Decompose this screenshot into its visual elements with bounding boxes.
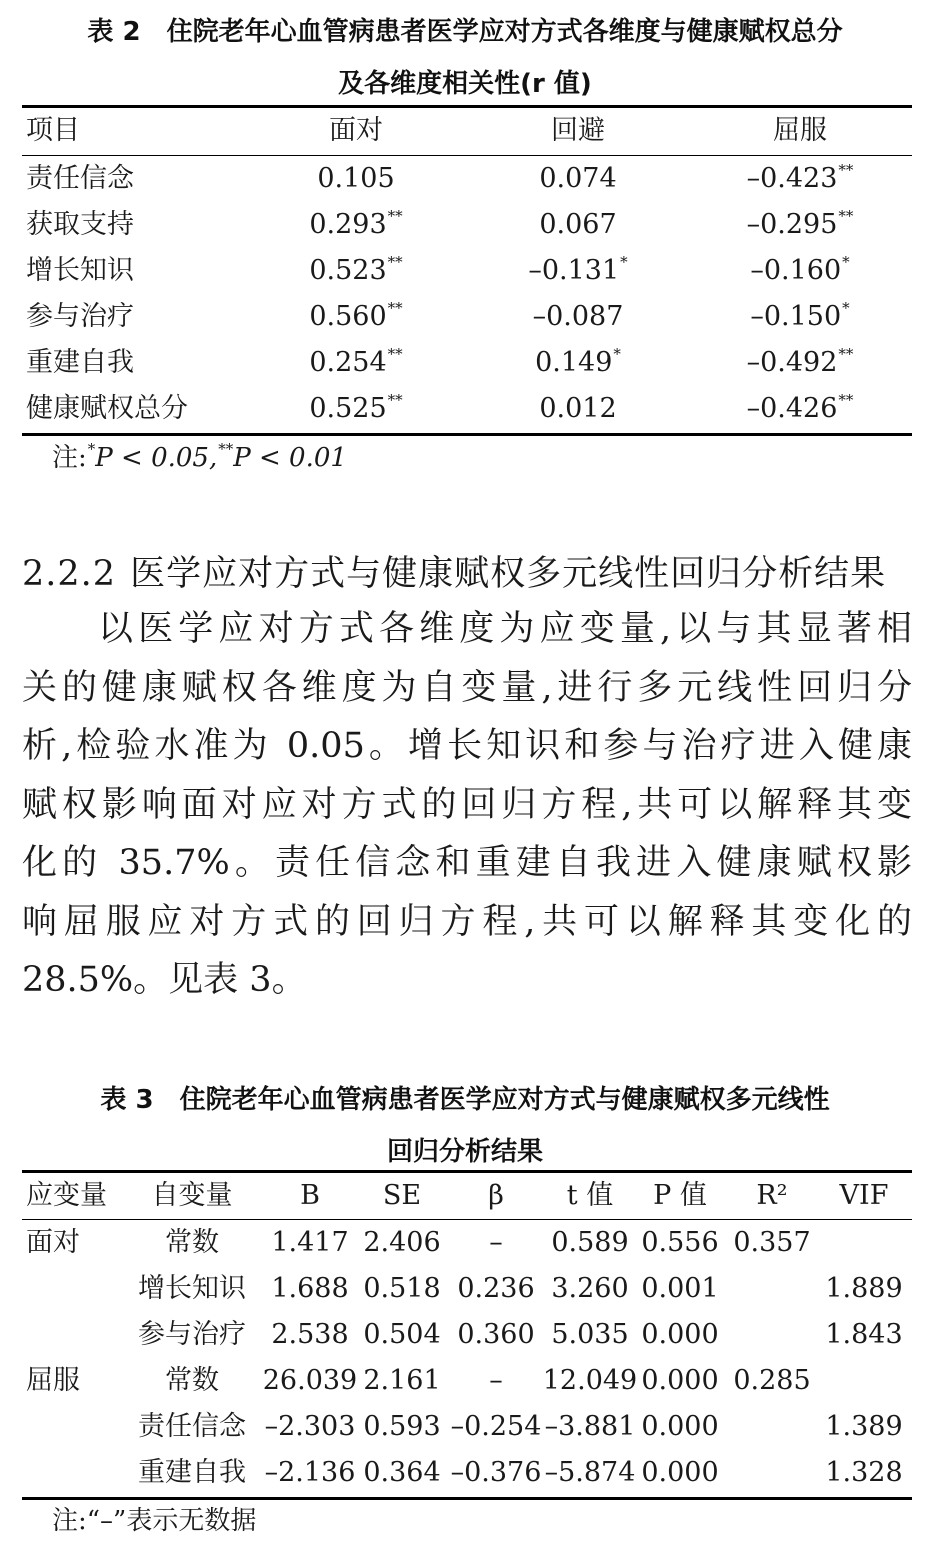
table3-cell-se: 0.504	[363, 1319, 441, 1350]
table2-note-sup2: **	[218, 440, 234, 458]
table3-note: 注:“–”表示无数据	[52, 1506, 257, 1536]
table3-cell-r2	[726, 1312, 818, 1358]
table3-header-se: SE	[382, 1180, 422, 1211]
table3-label: 表 3	[100, 1085, 154, 1115]
section-title: 医学应对方式与健康赋权多元线性回归分析结果	[130, 554, 887, 594]
table2-row-label: 获取支持	[26, 209, 134, 240]
table2-value: –0.492	[746, 347, 838, 378]
table2-row-label: 重建自我	[26, 347, 134, 378]
table3-cell-se: 0.593	[363, 1411, 441, 1442]
table3-cell-se: 2.161	[363, 1365, 441, 1396]
paragraph-line: 28.5%。见表 3。	[22, 960, 307, 1000]
table2-label: 表 2	[87, 17, 141, 47]
table2-value: –0.131	[528, 255, 620, 286]
table2-title-line1: 住院老年心血管病患者医学应对方式各维度与健康赋权总分	[166, 17, 843, 47]
significance-marker: **	[838, 161, 854, 179]
table2-cell-face	[256, 248, 456, 294]
table2-value: 0.074	[539, 163, 617, 194]
table3-cell-vif	[818, 1358, 910, 1404]
table3-cell-b: 1.417	[271, 1227, 349, 1258]
table2-value: –0.426	[746, 393, 838, 424]
table3-cell-t: –5.874	[544, 1457, 636, 1488]
significance-marker: **	[838, 207, 854, 225]
significance-marker: *	[620, 253, 628, 271]
table3-header-t: t 值	[566, 1180, 614, 1211]
table3-cell-beta: 0.236	[457, 1273, 535, 1304]
table2-note	[52, 437, 347, 474]
table3-cell-p: 0.001	[641, 1273, 719, 1304]
table3-cell-t: –3.881	[544, 1411, 636, 1442]
significance-marker: **	[387, 345, 403, 363]
table2-value: –0.087	[532, 301, 624, 332]
table2-cell-yield	[700, 340, 900, 386]
table3-cell-b: 2.538	[271, 1319, 349, 1350]
table3-cell-b: 1.688	[271, 1273, 349, 1304]
table2-row-label: 参与治疗	[26, 301, 134, 332]
table2-note-text2: P < 0.01	[233, 443, 347, 473]
table2-title-line2: 及各维度相关性(r 值)	[338, 69, 592, 99]
table2-caption	[22, 6, 908, 110]
table3-cell-r2	[726, 1266, 818, 1312]
table3-cell-vif: 1.843	[825, 1319, 903, 1350]
table3-header-vif: VIF	[839, 1180, 889, 1211]
table3-cell-p: 0.556	[641, 1227, 719, 1258]
significance-marker: **	[387, 253, 403, 271]
table2-header-avoid: 回避	[551, 115, 605, 146]
section-paragraph	[22, 600, 912, 1010]
table3-cell-indep: 责任信念	[138, 1411, 246, 1442]
table3-cell-p: 0.000	[641, 1411, 719, 1442]
table2-value: 0.012	[539, 393, 617, 424]
table2-cell-avoid	[478, 386, 678, 432]
section-number: 2.2.2	[22, 554, 117, 594]
table2-header-face: 面对	[329, 115, 383, 146]
table2-row-label: 健康赋权总分	[26, 393, 188, 424]
table2-value: –0.150	[750, 301, 842, 332]
table3-cell-indep: 参与治疗	[138, 1319, 246, 1350]
significance-marker: **	[838, 345, 854, 363]
table3-cell-se: 2.406	[363, 1227, 441, 1258]
table3-cell-beta: –	[489, 1365, 503, 1396]
table2-value: 0.149	[535, 347, 613, 378]
table3-header-p: P 值	[653, 1180, 707, 1211]
table3-cell-r2	[726, 1404, 818, 1450]
table2-value: 0.293	[309, 209, 387, 240]
table3-cell-indep: 增长知识	[138, 1273, 246, 1304]
table3-header-beta: β	[488, 1180, 504, 1211]
table2-note-sup1: *	[87, 440, 96, 458]
table3-cell-beta: –	[489, 1227, 503, 1258]
significance-marker: *	[842, 299, 850, 317]
table3-cell-vif	[818, 1220, 910, 1266]
table3-header-b: B	[300, 1180, 320, 1211]
table3-cell-se: 0.364	[363, 1457, 441, 1488]
section-heading	[22, 546, 886, 596]
table3-cell-indep: 常数	[165, 1365, 219, 1396]
table3-cell-vif: 1.328	[825, 1457, 903, 1488]
significance-marker: **	[387, 391, 403, 409]
table2-cell-avoid	[478, 294, 678, 340]
table2-cell-avoid	[478, 156, 678, 202]
table2-cell-yield	[700, 386, 900, 432]
table3-title-line1: 住院老年心血管病患者医学应对方式与健康赋权多元线性	[179, 1085, 830, 1115]
table3-cell-beta: 0.360	[457, 1319, 535, 1350]
table2-value: 0.560	[309, 301, 387, 332]
table2-cell-avoid	[478, 340, 678, 386]
table3-header-indep: 自变量	[151, 1180, 233, 1211]
table3-cell-t: 0.589	[551, 1227, 629, 1258]
table2-cell-yield	[700, 294, 900, 340]
table2-cell-face	[256, 340, 456, 386]
significance-marker: *	[842, 253, 850, 271]
paragraph-line: 化的 35.7%。责任信念和重建自我进入健康赋权影	[22, 843, 912, 883]
paragraph-line: 析,检验水准为 0.05。增长知识和参与治疗进入健康	[22, 726, 912, 766]
table2-cell-face	[256, 386, 456, 432]
significance-marker: **	[838, 391, 854, 409]
table2-header-yield: 屈服	[773, 115, 827, 146]
table3-cell-indep: 常数	[165, 1227, 219, 1258]
table3-cell-dep: 面对	[26, 1227, 80, 1258]
table3-cell-beta: –0.376	[450, 1457, 542, 1488]
table2-bottom-rule	[22, 433, 912, 436]
table3-header-dep: 应变量	[26, 1180, 107, 1211]
table2-value: 0.105	[317, 163, 395, 194]
table3-cell-vif: 1.389	[825, 1411, 903, 1442]
table2-cell-avoid	[478, 248, 678, 294]
table2-header-item: 项目	[26, 115, 80, 146]
table3-cell-r2: 0.285	[733, 1365, 811, 1396]
table2-cell-face	[256, 202, 456, 248]
table3-cell-indep: 重建自我	[138, 1457, 246, 1488]
significance-marker: *	[613, 345, 621, 363]
table2-cell-avoid	[478, 202, 678, 248]
table3-cell-p: 0.000	[641, 1365, 719, 1396]
table2-cell-face	[256, 294, 456, 340]
table3-cell-r2	[726, 1450, 818, 1496]
table3-cell-beta: –0.254	[450, 1411, 542, 1442]
table3-cell-b: –2.303	[264, 1411, 356, 1442]
table2-row-label: 责任信念	[26, 163, 134, 194]
table3-cell-dep: 屈服	[26, 1365, 80, 1396]
table3-cell-vif: 1.889	[825, 1273, 903, 1304]
table2-row-label: 增长知识	[26, 255, 134, 286]
table2-note-prefix: 注:	[52, 443, 87, 473]
table2-cell-yield	[700, 202, 900, 248]
table3-cell-p: 0.000	[641, 1457, 719, 1488]
significance-marker: **	[387, 299, 403, 317]
table3-caption	[22, 1074, 908, 1178]
table2-value: –0.423	[746, 163, 838, 194]
paragraph-line: 关的健康赋权各维度为自变量,进行多元线性回归分	[22, 667, 912, 708]
table3-cell-t: 3.260	[551, 1273, 629, 1304]
table2-value: 0.523	[309, 255, 387, 286]
table3-header-r2: R²	[756, 1180, 788, 1211]
table2-cell-face	[256, 156, 456, 202]
table3-cell-t: 5.035	[551, 1319, 629, 1350]
table2-value: –0.160	[750, 255, 842, 286]
table2-value: 0.525	[309, 393, 387, 424]
table3-cell-se: 0.518	[363, 1273, 441, 1304]
paragraph-line: 响屈服应对方式的回归方程,共可以解释其变化的	[22, 901, 912, 942]
table2-value: –0.295	[746, 209, 838, 240]
table3-cell-t: 12.049	[542, 1365, 638, 1396]
table3-cell-b: –2.136	[264, 1457, 356, 1488]
table3-cell-b: 26.039	[262, 1365, 358, 1396]
paragraph-line: 赋权影响面对应对方式的回归方程,共可以解释其变	[22, 784, 912, 825]
table2-note-text1: P < 0.05,	[95, 443, 218, 473]
significance-marker: **	[387, 207, 403, 225]
table2-value: 0.254	[309, 347, 387, 378]
table2-cell-yield	[700, 156, 900, 202]
table3-cell-r2: 0.357	[733, 1227, 811, 1258]
table2-value: 0.067	[539, 209, 617, 240]
paragraph-line: 以医学应对方式各维度为应变量,以与其显著相	[98, 609, 912, 649]
table3-title-line2: 回归分析结果	[386, 1137, 543, 1167]
table2-cell-yield	[700, 248, 900, 294]
table3-cell-p: 0.000	[641, 1319, 719, 1350]
